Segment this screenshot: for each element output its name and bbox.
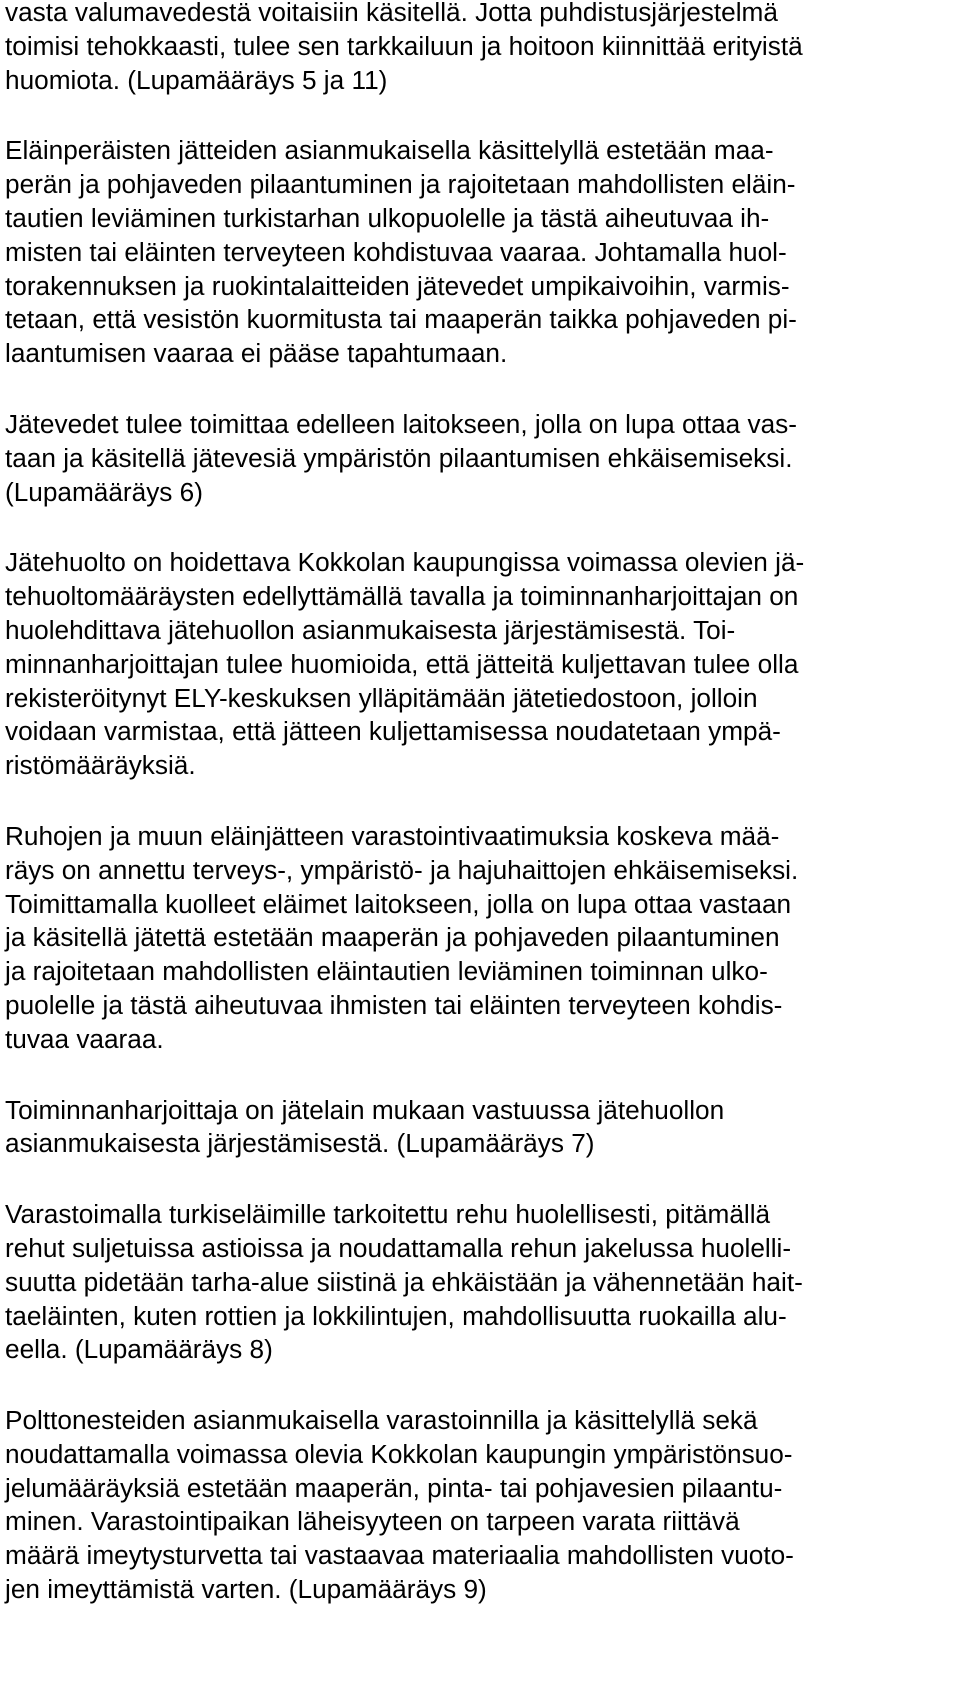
text-line: rehut suljetuissa astioissa ja noudattamalla rehun jakelussa huolelli- bbox=[5, 1232, 792, 1263]
text-line: tautien leviäminen turkistarhan ulkopuolelle ja tästä aiheutuvaa ih- bbox=[5, 202, 770, 233]
text-line: laantumisen vaaraa ei pääse tapahtumaan. bbox=[5, 338, 508, 369]
text-line: tetaan, että vesistön kuormitusta tai maaperän taikka pohjaveden pi- bbox=[5, 304, 797, 335]
text-line: (Lupamääräys 6) bbox=[5, 476, 203, 507]
text-line: ja käsitellä jätettä estetään maaperän ja pohjaveden pilaantuminen bbox=[5, 922, 780, 953]
text-line: perän ja pohjaveden pilaantuminen ja rajoitetaan mahdollisten eläin- bbox=[5, 169, 796, 200]
text-line: toimisi tehokkaasti, tulee sen tarkkailuun ja hoitoon kiinnittää erityistä bbox=[5, 30, 803, 61]
text-line: räys on annettu terveys-, ympäristö- ja hajuhaittojen ehkäisemiseksi. bbox=[5, 854, 799, 885]
text-line: Polttonesteiden asianmukaisella varastoinnilla ja käsittelyllä sekä bbox=[5, 1405, 758, 1436]
text-line: vasta valumavedestä voitaisiin käsitellä. Jotta puhdistusjärjestelmä bbox=[5, 0, 778, 27]
text-line: tuvaa vaaraa. bbox=[5, 1023, 164, 1054]
text-line: jen imeyttämistä varten. (Lupamääräys 9) bbox=[5, 1574, 487, 1605]
text-line: ristömääräyksiä. bbox=[5, 750, 196, 781]
text-line: määrä imeytysturvetta tai vastaavaa materiaalia mahdollisten vuoto- bbox=[5, 1540, 794, 1571]
document-page bbox=[5, 0, 960, 1644]
text-line: rekisteröitynyt ELY-keskuksen ylläpitämään jätetiedostoon, jolloin bbox=[5, 682, 758, 713]
text-line: tehuoltomääräysten edellyttämällä tavalla ja toiminnanharjoittajan on bbox=[5, 581, 799, 612]
text-line: noudattamalla voimassa olevia Kokkolan kaupungin ympäristönsuo- bbox=[5, 1438, 793, 1469]
text-line: misten tai eläinten terveyteen kohdistuvaa vaaraa. Johtamalla huol- bbox=[5, 236, 787, 267]
paragraph-3 bbox=[5, 408, 960, 509]
text-line: taeläinten, kuten rottien ja lokkilintujen, mahdollisuutta ruokailla alu- bbox=[5, 1300, 787, 1331]
text-line: Varastoimalla turkiseläimille tarkoitettu rehu huolellisesti, pitämällä bbox=[5, 1199, 771, 1230]
text-line: Toiminnanharjoittaja on jätelain mukaan vastuussa jätehuollon bbox=[5, 1094, 725, 1125]
text-line: suutta pidetään tarha-alue siistinä ja ehkäistään ja vähennetään hait- bbox=[5, 1266, 803, 1297]
text-line: Jätevedet tulee toimittaa edelleen laitokseen, jolla on lupa ottaa vas- bbox=[5, 408, 797, 439]
text-line: huolehdittava jätehuollon asianmukaisesta järjestämisestä. Toi- bbox=[5, 614, 736, 645]
text-line: jelumääräyksiä estetään maaperän, pinta- tai pohjavesien pilaantu- bbox=[5, 1472, 783, 1503]
text-line: eella. (Lupamääräys 8) bbox=[5, 1334, 273, 1365]
text-line: huomiota. (Lupamääräys 5 ja 11) bbox=[5, 64, 388, 95]
text-line: Jätehuolto on hoidettava Kokkolan kaupungissa voimassa olevien jä- bbox=[5, 547, 805, 578]
paragraph-4 bbox=[5, 546, 960, 783]
text-line: minen. Varastointipaikan läheisyyteen on tarpeen varata riittävä bbox=[5, 1506, 740, 1537]
text-line: puolelle ja tästä aiheutuvaa ihmisten tai eläinten terveyteen kohdis- bbox=[5, 989, 783, 1020]
text-line: taan ja käsitellä jätevesiä ympäristön pilaantumisen ehkäisemiseksi. bbox=[5, 442, 793, 473]
paragraph-8 bbox=[5, 1404, 960, 1607]
paragraph-7 bbox=[5, 1198, 960, 1367]
text-line: voidaan varmistaa, että jätteen kuljettamisessa noudatetaan ympä- bbox=[5, 716, 781, 747]
text-line: Eläinperäisten jätteiden asianmukaisella käsittelyllä estetään maa- bbox=[5, 135, 774, 166]
text-line: minnanharjoittajan tulee huomioida, että jätteitä kuljettavan tulee olla bbox=[5, 648, 799, 679]
text-line: ja rajoitetaan mahdollisten eläintautien leviäminen toiminnan ulko- bbox=[5, 956, 768, 987]
text-line: asianmukaisesta järjestämisestä. (Lupamääräys 7) bbox=[5, 1128, 595, 1159]
text-line: Toimittamalla kuolleet eläimet laitokseen, jolla on lupa ottaa vastaan bbox=[5, 888, 792, 919]
paragraph-2 bbox=[5, 134, 960, 371]
paragraph-5 bbox=[5, 820, 960, 1057]
paragraph-6 bbox=[5, 1094, 960, 1162]
paragraph-1 bbox=[5, 0, 960, 97]
text-line: torakennuksen ja ruokintalaitteiden jätevedet umpikaivoihin, varmis- bbox=[5, 270, 790, 301]
text-line: Ruhojen ja muun eläinjätteen varastointivaatimuksia koskeva mää- bbox=[5, 820, 780, 851]
